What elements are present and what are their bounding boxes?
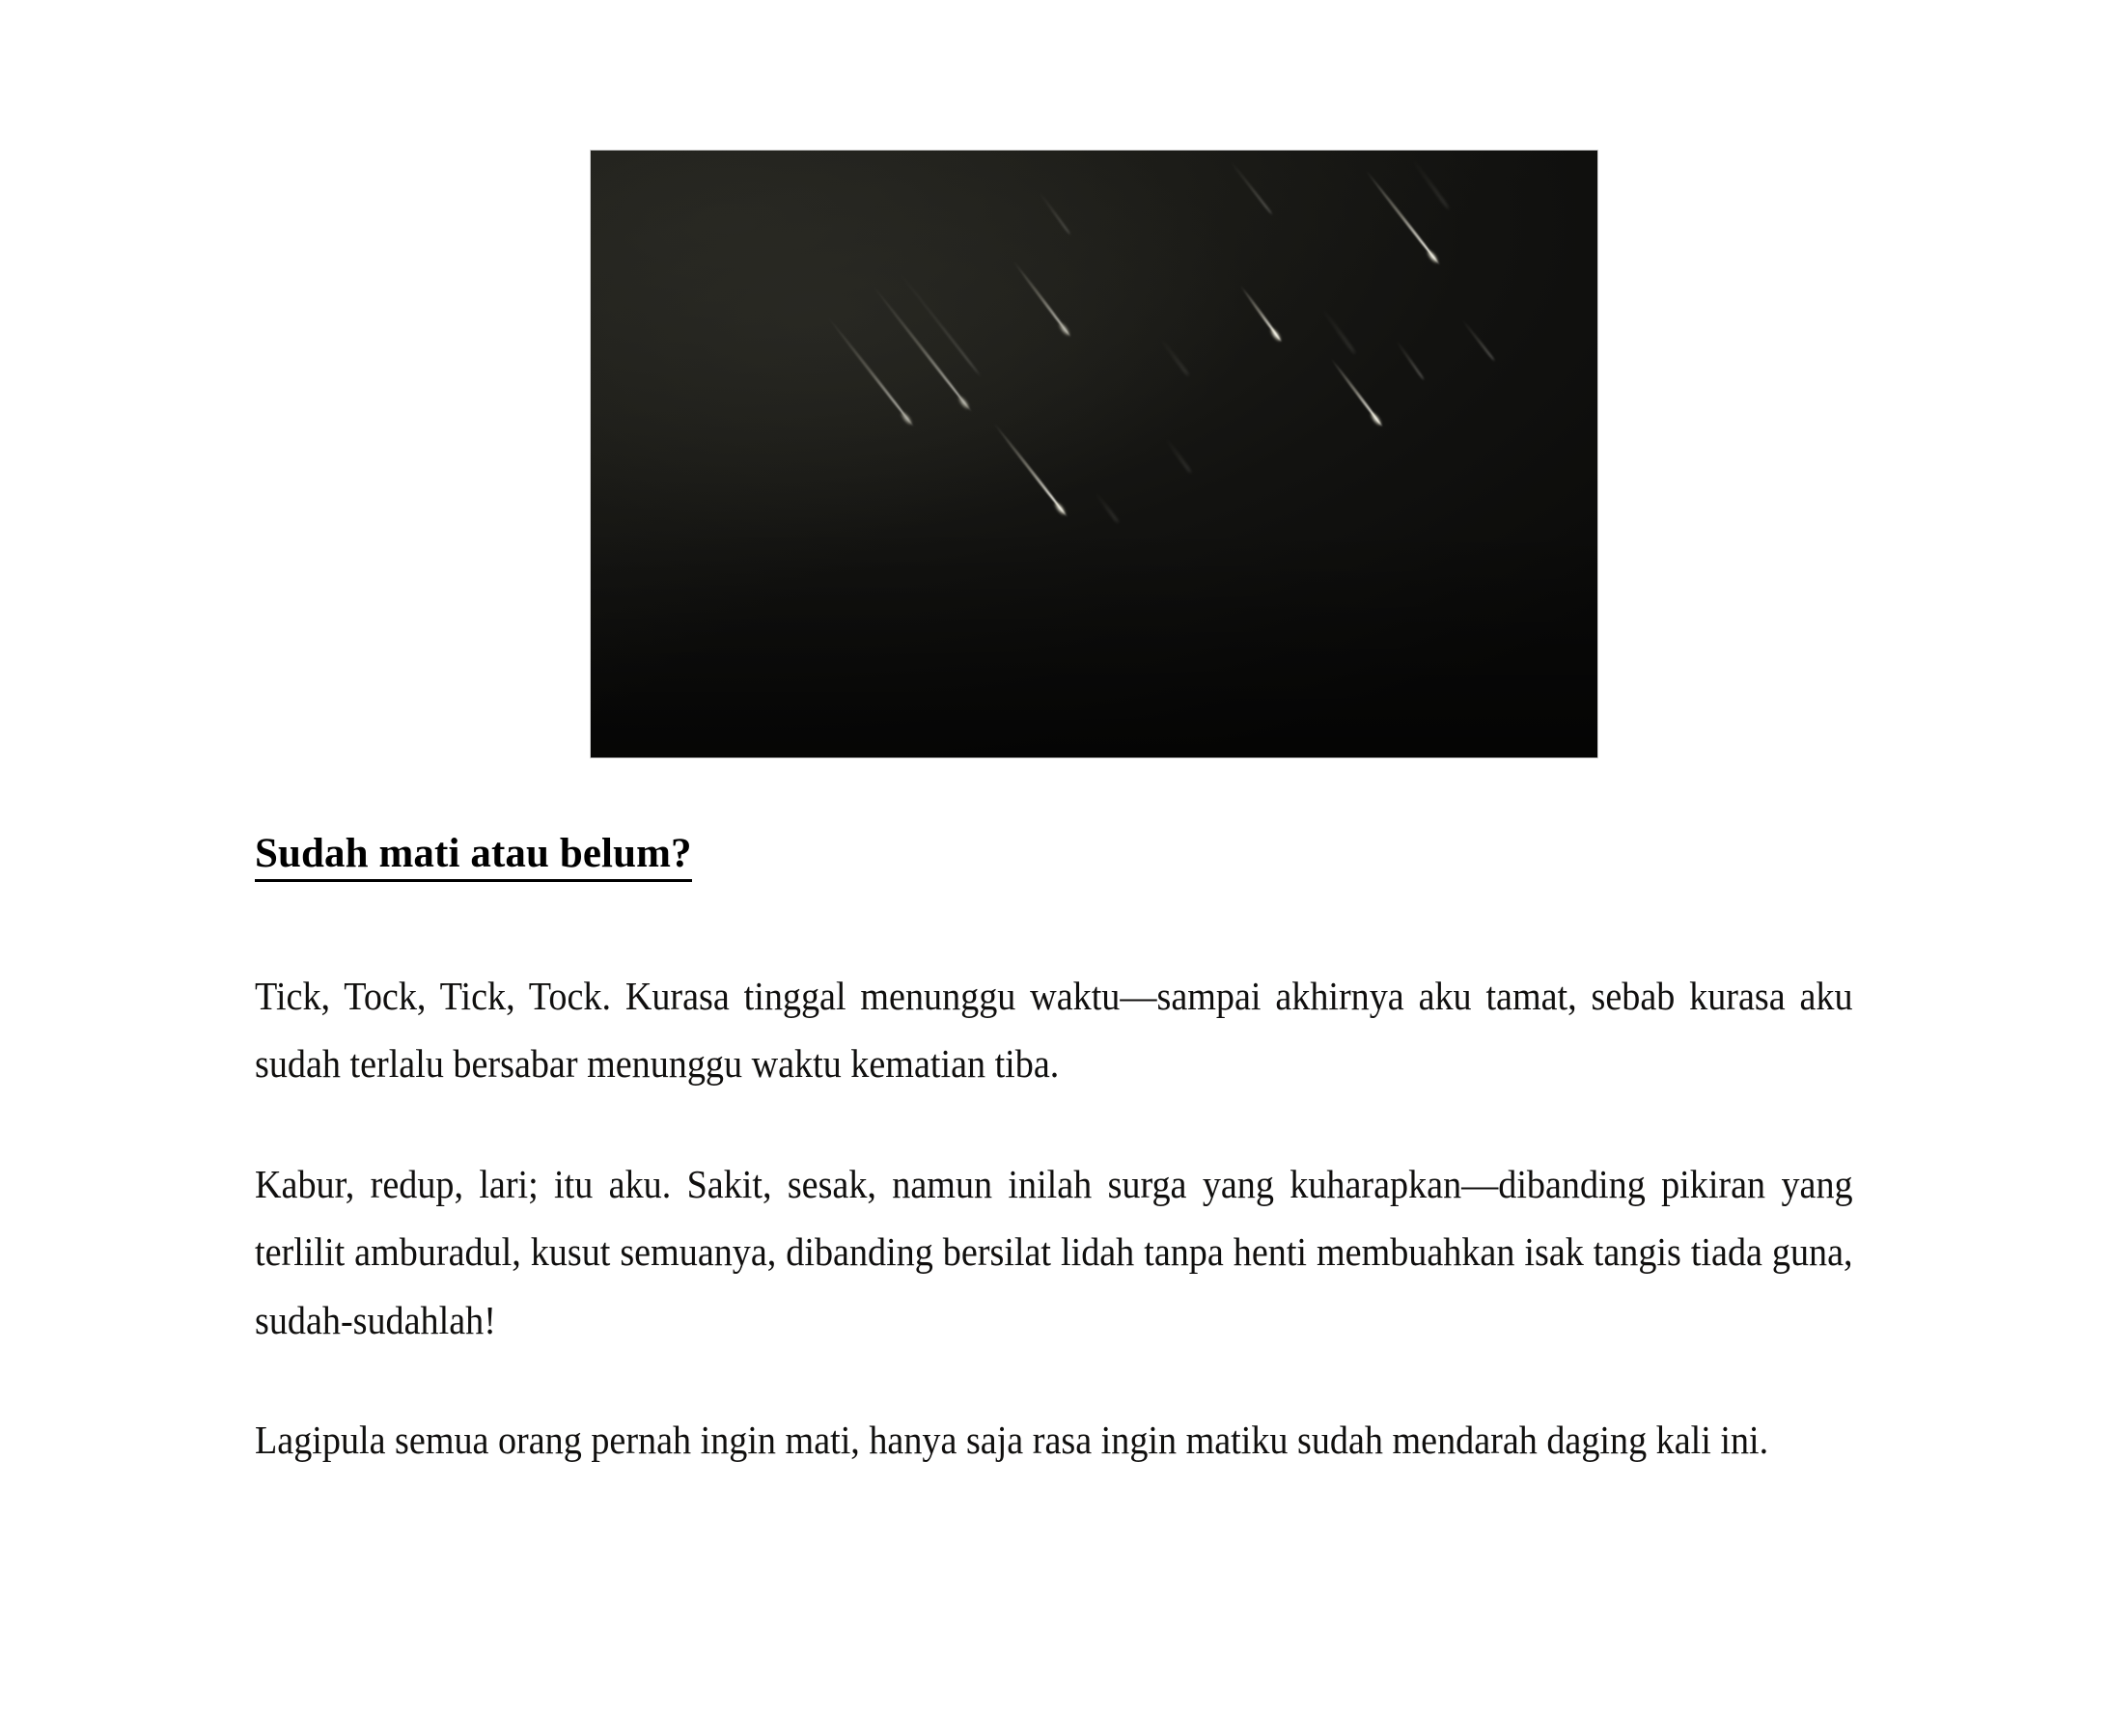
meteor-streak xyxy=(992,421,1068,517)
meteor-streak xyxy=(1230,160,1275,217)
meteor-streak xyxy=(1094,491,1120,525)
meteor-streak xyxy=(1396,339,1427,381)
paragraph-1: Tick, Tock, Tick, Tock. Kurasa tinggal menunggu waktu—sampai akhirnya aku tamat, sebab kurasa aku sudah terlalu bersabar menunggu waktu kematian tiba. xyxy=(255,973,1853,1087)
paragraph-2: Kabur, redup, lari; itu aku. Sakit, sesak, namun inilah surga yang kuharapkan—dibanding pikiran yang terlilit amburadul, kusut semuanya, dibanding bersilat lidah tanpa henti membuahkan isak tangis tiada guna, sudah-sudahlah! xyxy=(255,1161,1853,1342)
meteor-streak xyxy=(1038,190,1071,236)
meteor-streak xyxy=(1239,285,1283,344)
meteor-streak xyxy=(1164,436,1192,474)
meteor-streak xyxy=(1158,336,1190,377)
meteor-streak xyxy=(1460,317,1496,362)
page-title xyxy=(255,830,1853,879)
meteor-streak xyxy=(1410,157,1450,211)
meteor-streak xyxy=(897,269,982,377)
page-title-text: Sudah mati atau belum? xyxy=(255,831,692,882)
meteor-streak xyxy=(826,315,915,427)
figure-meteor-shower xyxy=(591,151,1597,758)
paragraph-3: Lagipula semua orang pernah ingin mati, hanya saja rasa ingin matiku sudah mendarah daging kali ini. xyxy=(255,1418,1769,1463)
article-body xyxy=(255,830,1853,1474)
meteor-streak xyxy=(1329,357,1383,427)
meteor-streak xyxy=(1319,306,1356,356)
meteor-streak xyxy=(1012,261,1072,339)
meteor-shower-photo xyxy=(591,151,1597,758)
